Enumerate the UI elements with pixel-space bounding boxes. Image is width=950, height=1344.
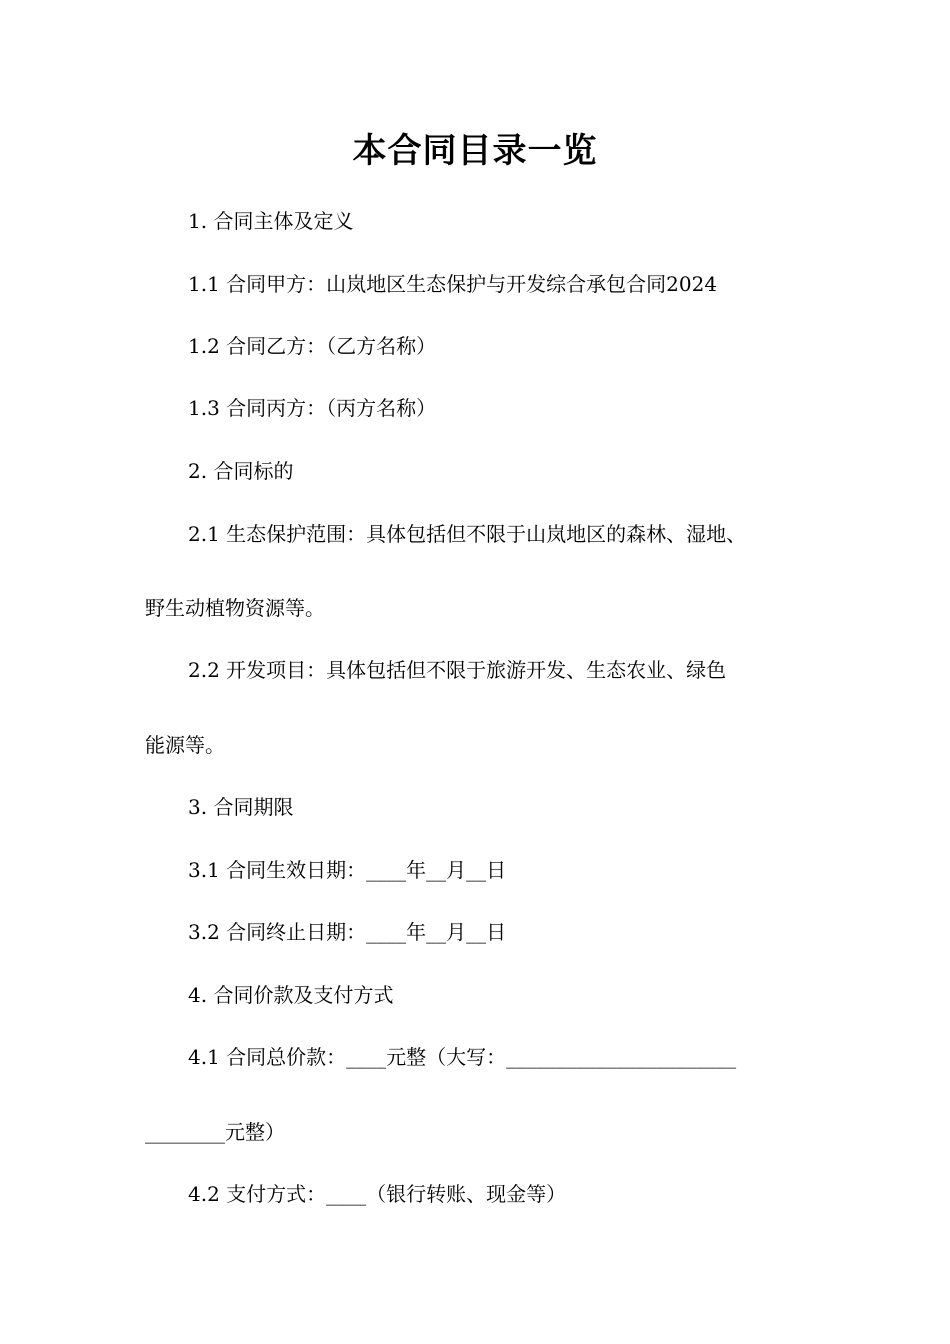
clause-3-2: 3.2 合同终止日期：____年__月__日 [188,920,507,944]
clause-4-1: 4.1 合同总价款：____元整（大写：_______________________ [188,1045,737,1069]
section-2-heading: 2. 合同标的 [188,459,294,483]
clause-4-1-continuation: ________元整） [145,1120,285,1144]
document-title: 本合同目录一览 [352,131,598,171]
clause-2-1: 2.1 生态保护范围：具体包括但不限于山岚地区的森林、湿地、 [188,522,747,546]
clause-2-2-continuation: 能源等。 [145,733,225,757]
clause-1-3: 1.3 合同丙方：（丙方名称） [188,396,437,420]
clause-1-2: 1.2 合同乙方：（乙方名称） [188,334,437,358]
clause-4-2: 4.2 支付方式：____（银行转账、现金等） [188,1182,567,1206]
section-3-heading: 3. 合同期限 [188,795,294,819]
clause-1-1: 1.1 合同甲方：山岚地区生态保护与开发综合承包合同2024 [188,272,718,296]
clause-2-2: 2.2 开发项目：具体包括但不限于旅游开发、生态农业、绿色 [188,658,727,682]
section-1-heading: 1. 合同主体及定义 [188,209,354,233]
section-4-heading: 4. 合同价款及支付方式 [188,983,394,1007]
clause-3-1: 3.1 合同生效日期：____年__月__日 [188,858,507,882]
clause-2-1-continuation: 野生动植物资源等。 [145,596,325,620]
